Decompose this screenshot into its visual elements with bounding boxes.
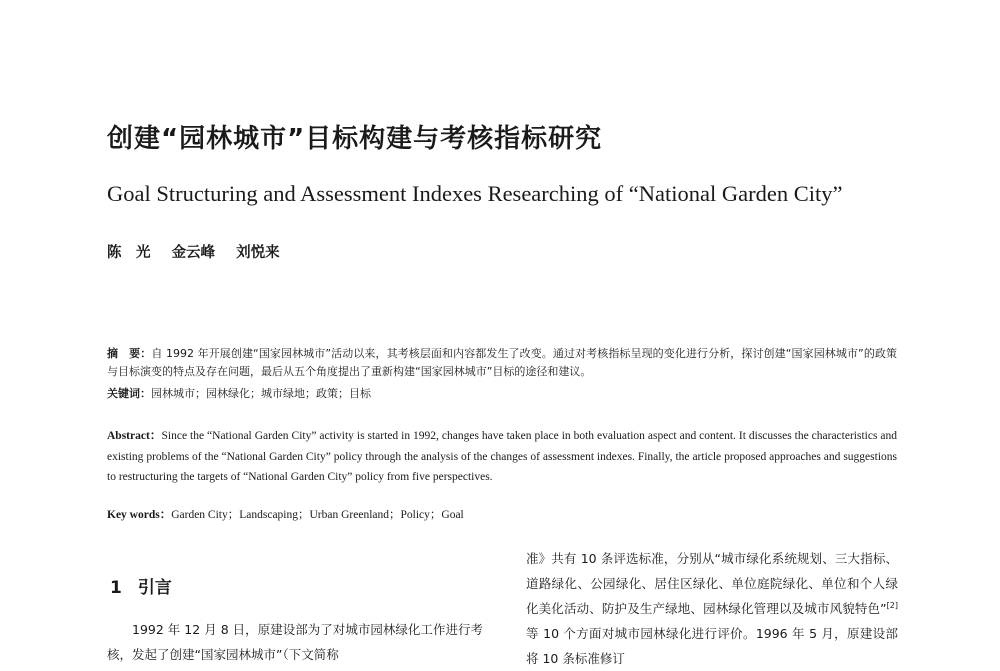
keywords-cn-text: 园林城市；园林绿化；城市绿地；政策；目标 [151,387,371,400]
body-text: 准》共有 10 条评选标准，分别从“城市绿化系统规划、三大指标、道路绿化、公园绿化、居住区绿化、单位庭院绿化、单位和个人绿化美化活动、防护及生产绿地、园林绿化管理以及城市风貌特色” [526,551,898,616]
citation-reference: [2] [886,600,898,610]
abstract-cn-text: 自 1992 年开展创建“国家园林城市”活动以来，其考核层面和内容都发生了改变。通过对考核指标呈现的变化进行分析，探讨创建“国家园林城市”的政策与目标演变的特点及存在问题，最后从五个角度提出了重新构建“国家园林城市”目标的途径和建议。 [107,347,898,378]
abstract-en-label: Abstract： [107,430,162,442]
abstract-cn-label: 摘 要： [107,347,152,360]
abstract-english [107,426,897,488]
abstract-en-text: Since the “National Garden City” activity is started in 1992, changes have taken place in both evaluation aspect and content. It discusses the characteristics and existing problems of the “National Garden City” policy through the analysis of the changes of assessment indexes. Finally, the article proposed approaches and suggestions to restructuring the targets of “National Garden City” policy from five perspectives. [107,430,898,483]
body-paragraph: 1992 年 12 月 8 日，原建设部为了对城市园林绿化工作进行考核，发起了创建“国家园林城市”（下文简称 [107,622,483,662]
keywords-en-label: Key words： [107,509,172,521]
title-english: Goal Structuring and Assessment Indexes Researching of “National Garden City” [107,181,843,206]
body-column-left [107,617,483,667]
section-title: 引言 [137,578,172,598]
keywords-english [107,506,897,524]
section-heading [110,573,172,598]
author-name: 陈 光 [107,245,151,261]
abstract-chinese [107,345,897,381]
section-number: 1 [110,578,122,598]
author-name: 金云峰 [171,245,216,261]
author-list [107,241,296,262]
keywords-cn-label: 关键词： [107,387,151,400]
body-paragraph [526,546,898,671]
keywords-en-text: Garden City；Landscaping；Urban Greenland；Policy；Goal [171,509,464,521]
body-text: 等 10 个方面对城市园林绿化进行评价。1996 年 5 月，原建设部将 10 条标准修订 [526,626,898,666]
author-name: 刘悦来 [236,245,280,261]
title-chinese: 创建“园林城市”目标构建与考核指标研究 [107,124,603,154]
body-column-right [526,546,898,671]
keywords-chinese [107,385,897,403]
